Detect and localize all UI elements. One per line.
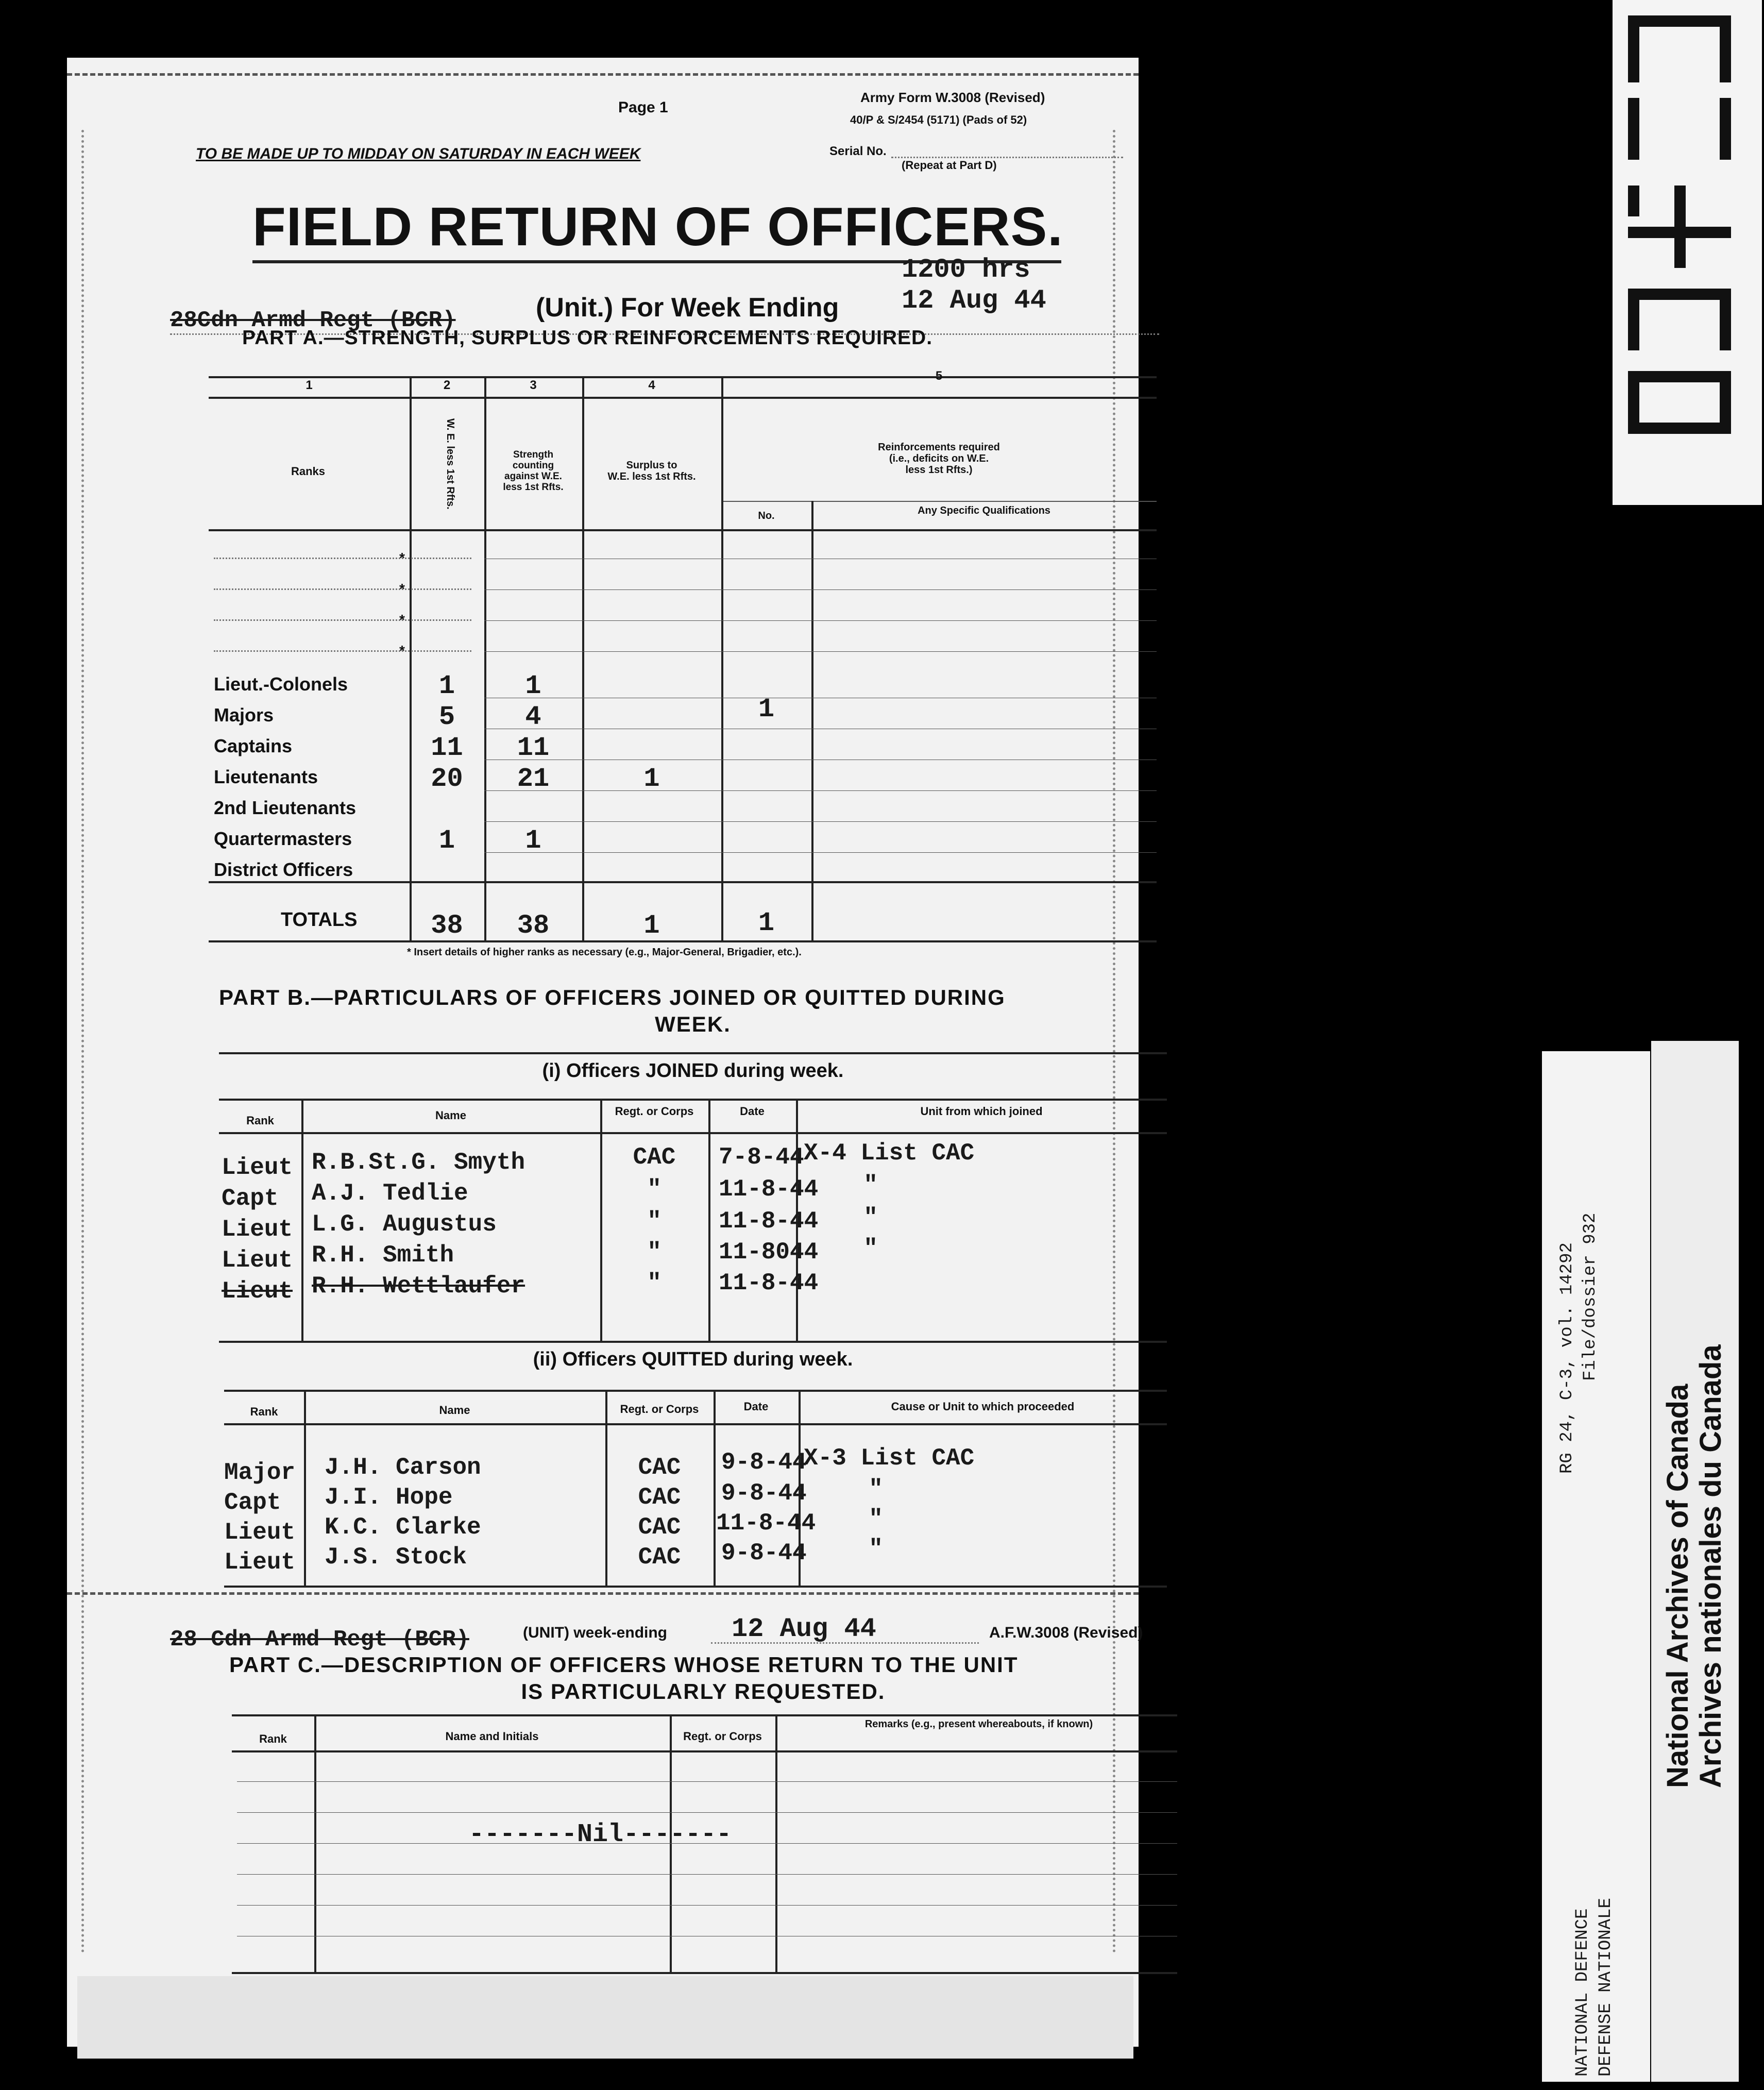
joined-header-unit: Unit from which joined bbox=[920, 1105, 1043, 1118]
part-c-unit: 28 Cdn Armd Regt (BCR) bbox=[170, 1627, 469, 1653]
joined-header-date: Date bbox=[740, 1105, 765, 1118]
unit-label: (Unit.) For Week Ending bbox=[536, 293, 839, 323]
header-qualifications: Any Specific Qualifications bbox=[918, 505, 1050, 516]
part-c-unit-label: (UNIT) week-ending bbox=[523, 1624, 668, 1641]
instruction-line: TO BE MADE UP TO MIDDAY ON SATURDAY IN EACH WEEK bbox=[196, 145, 641, 162]
archive-reference-label bbox=[1542, 1051, 1650, 2082]
part-c-week-ending: 12 Aug 44 bbox=[732, 1614, 876, 1644]
col-number-2: 2 bbox=[443, 378, 451, 392]
header-no: No. bbox=[758, 510, 775, 521]
archives-name-fr: Archives nationales du Canada bbox=[1694, 1344, 1727, 1788]
part-b-title: PART B.—PARTICULARS OF OFFICERS JOINED OR QUITTED DURING bbox=[219, 985, 1006, 1009]
part-c-form-ref: A.F.W.3008 (Revised) bbox=[989, 1624, 1143, 1641]
department-en: NATIONAL DEFENCE bbox=[1573, 1908, 1592, 2077]
archive-reference: RG 24, C-3, vol. 14292 bbox=[1557, 1242, 1577, 1474]
part-c-nil-entry: -------Nil------- bbox=[469, 1820, 732, 1849]
col-number-1: 1 bbox=[306, 378, 313, 392]
part-c-title-line2: IS PARTICULARLY REQUESTED. bbox=[521, 1679, 886, 1704]
army-form-number: Army Form W.3008 (Revised) bbox=[860, 90, 1045, 105]
header-we: W. E. less 1st Rfts. bbox=[445, 418, 456, 510]
top-cut-line bbox=[67, 73, 1139, 76]
serial-no-label: Serial No. bbox=[829, 144, 887, 158]
part-c-header-name: Name and Initials bbox=[445, 1730, 539, 1743]
page-number: Page 1 bbox=[618, 99, 668, 116]
part-c-title: PART C.—DESCRIPTION OF OFFICERS WHOSE RETURN TO THE UNIT bbox=[229, 1653, 1019, 1677]
header-ranks: Ranks bbox=[291, 465, 326, 478]
repeat-note: (Repeat at Part D) bbox=[902, 159, 997, 172]
form-title: FIELD RETURN OF OFFICERS. bbox=[252, 196, 1063, 257]
joined-header-corps: Regt. or Corps bbox=[615, 1105, 694, 1118]
part-c-header-rank: Rank bbox=[259, 1732, 287, 1745]
joined-header-rank: Rank bbox=[246, 1114, 274, 1127]
archive-file: File/dossier 932 bbox=[1581, 1212, 1600, 1381]
header-strength: Strength counting against W.E. less 1st Rfts. bbox=[503, 449, 564, 493]
form-sheet: Page 1 Army Form W.3008 (Revised) 40/P & S/2454 (5171) (Pads of 52) Serial No. (Repeat at Part D) TO BE MADE UP TO MIDDAY ON SATURDAY IN EACH WEEK FIELD RETURN OF OFFICERS. 1200 hrs 28Cdn Armd Regt (BCR) (Unit.) For Week Ending 12 Aug 44 PART A.—STRENGTH, SURPLUS OR REINFORCEMENTS REQUIRED. 1 2 3 4 5 Ranks W. E. less 1st Rfts. Strength counting against W.E. less 1st Rfts. Surplus to W.E. less 1st Rfts. Reinforcements required (i.e., deficits on W.E. less 1st Rfts.) No. Any Specific Qualifications * * * * Lieut.-Colonels 1 1 Majors 5 4 1 Captains 11 11 Lieutenants 20 21 1 2nd Lieutenants Quartermasters 1 1 District Officers TOTALS 38 38 1 1 * Insert details of higher ranks as necessary (e.g., Major-General, Brigadier, etc.). PART B.—PARTICULARS OF OFFICERS JOINED OR QUITTED DURING WEEK. (i) Officers JOINED during week. Rank Name Regt. or Corps Date Unit from which joined Lieut R.B.St.G. Smyth CAC 7-8-44 X-4 List CAC Capt A.J. Tedlie " 11-8-44 " Lieut L.G. Augustus " 11-8-44 " Lieut R.H. Smith " 11-8044 " Lieut R.H. Wettlaufer " 11-8-44 (ii) Officers QUITTED during week. Rank Name Regt. or Corps Date Cause or Unit to which proceeded Major J.H. Carson CAC X-3 List CAC 9-8-44 Capt J.I. Hope CAC 9-8-44 " Lieut K.C. Clarke CAC 11-8-44 " Lieut J.S. Stock CAC 9-8-44 " 28 Cdn Armd Regt (BCR) (UNIT) week-ending 12 Aug 44 A.F.W.3008 (Revised) PART C.—DESCRIPTION OF OFFICERS WHOSE RETURN TO THE UNIT IS PARTICULARLY REQUESTED. Rank Name and Initials Regt. or Corps Remarks (e.g., present whereabouts, if known) -------Nil------- bbox=[67, 58, 1139, 2047]
form-codes: 40/P & S/2454 (5171) (Pads of 52) bbox=[850, 113, 1027, 126]
quitted-header-corps: Regt. or Corps bbox=[620, 1403, 699, 1415]
quitted-header-unit: Cause or Unit to which proceeded bbox=[891, 1400, 1075, 1413]
part-b-title-line2: WEEK. bbox=[655, 1012, 731, 1036]
frame-number-strip bbox=[1613, 0, 1762, 505]
quitted-header-name: Name bbox=[439, 1404, 470, 1417]
col-number-5: 5 bbox=[935, 369, 943, 383]
time-stamp: 1200 hrs bbox=[902, 255, 1030, 285]
joined-header-name: Name bbox=[435, 1109, 466, 1122]
part-a-title: PART A.—STRENGTH, SURPLUS OR REINFORCEMENTS REQUIRED. bbox=[242, 327, 933, 349]
col-number-3: 3 bbox=[530, 378, 537, 392]
header-surplus: Surplus to W.E. less 1st Rfts. bbox=[607, 460, 696, 482]
week-ending-value: 12 Aug 44 bbox=[902, 285, 1046, 316]
quitted-header-date: Date bbox=[743, 1400, 769, 1413]
quitted-title: (ii) Officers QUITTED during week. bbox=[533, 1349, 853, 1370]
col-number-4: 4 bbox=[648, 378, 655, 392]
unit-name: 28Cdn Armd Regt (BCR) bbox=[170, 308, 456, 333]
part-c-cut-line bbox=[67, 1592, 1139, 1595]
quitted-header-rank: Rank bbox=[250, 1405, 278, 1418]
joined-title: (i) Officers JOINED during week. bbox=[542, 1060, 844, 1082]
department-fr: DEFENSE NATIONALE bbox=[1596, 1898, 1616, 2077]
frame-number-digits bbox=[1613, 0, 1762, 505]
archives-name-label bbox=[1651, 1041, 1739, 2082]
part-c-header-corps: Regt. or Corps bbox=[683, 1730, 762, 1743]
sheet-underlay bbox=[77, 1976, 1133, 2059]
header-reinforcements: Reinforcements required (i.e., deficits on W.E. less 1st Rfts.) bbox=[878, 442, 1000, 476]
part-c-header-remarks: Remarks (e.g., present whereabouts, if known) bbox=[864, 1718, 1093, 1730]
archives-name-en: National Archives of Canada bbox=[1661, 1384, 1694, 1788]
part-a-footnote: * Insert details of higher ranks as necessary (e.g., Major-General, Brigadier, etc.). bbox=[407, 947, 802, 958]
perforation-left bbox=[81, 130, 84, 1954]
